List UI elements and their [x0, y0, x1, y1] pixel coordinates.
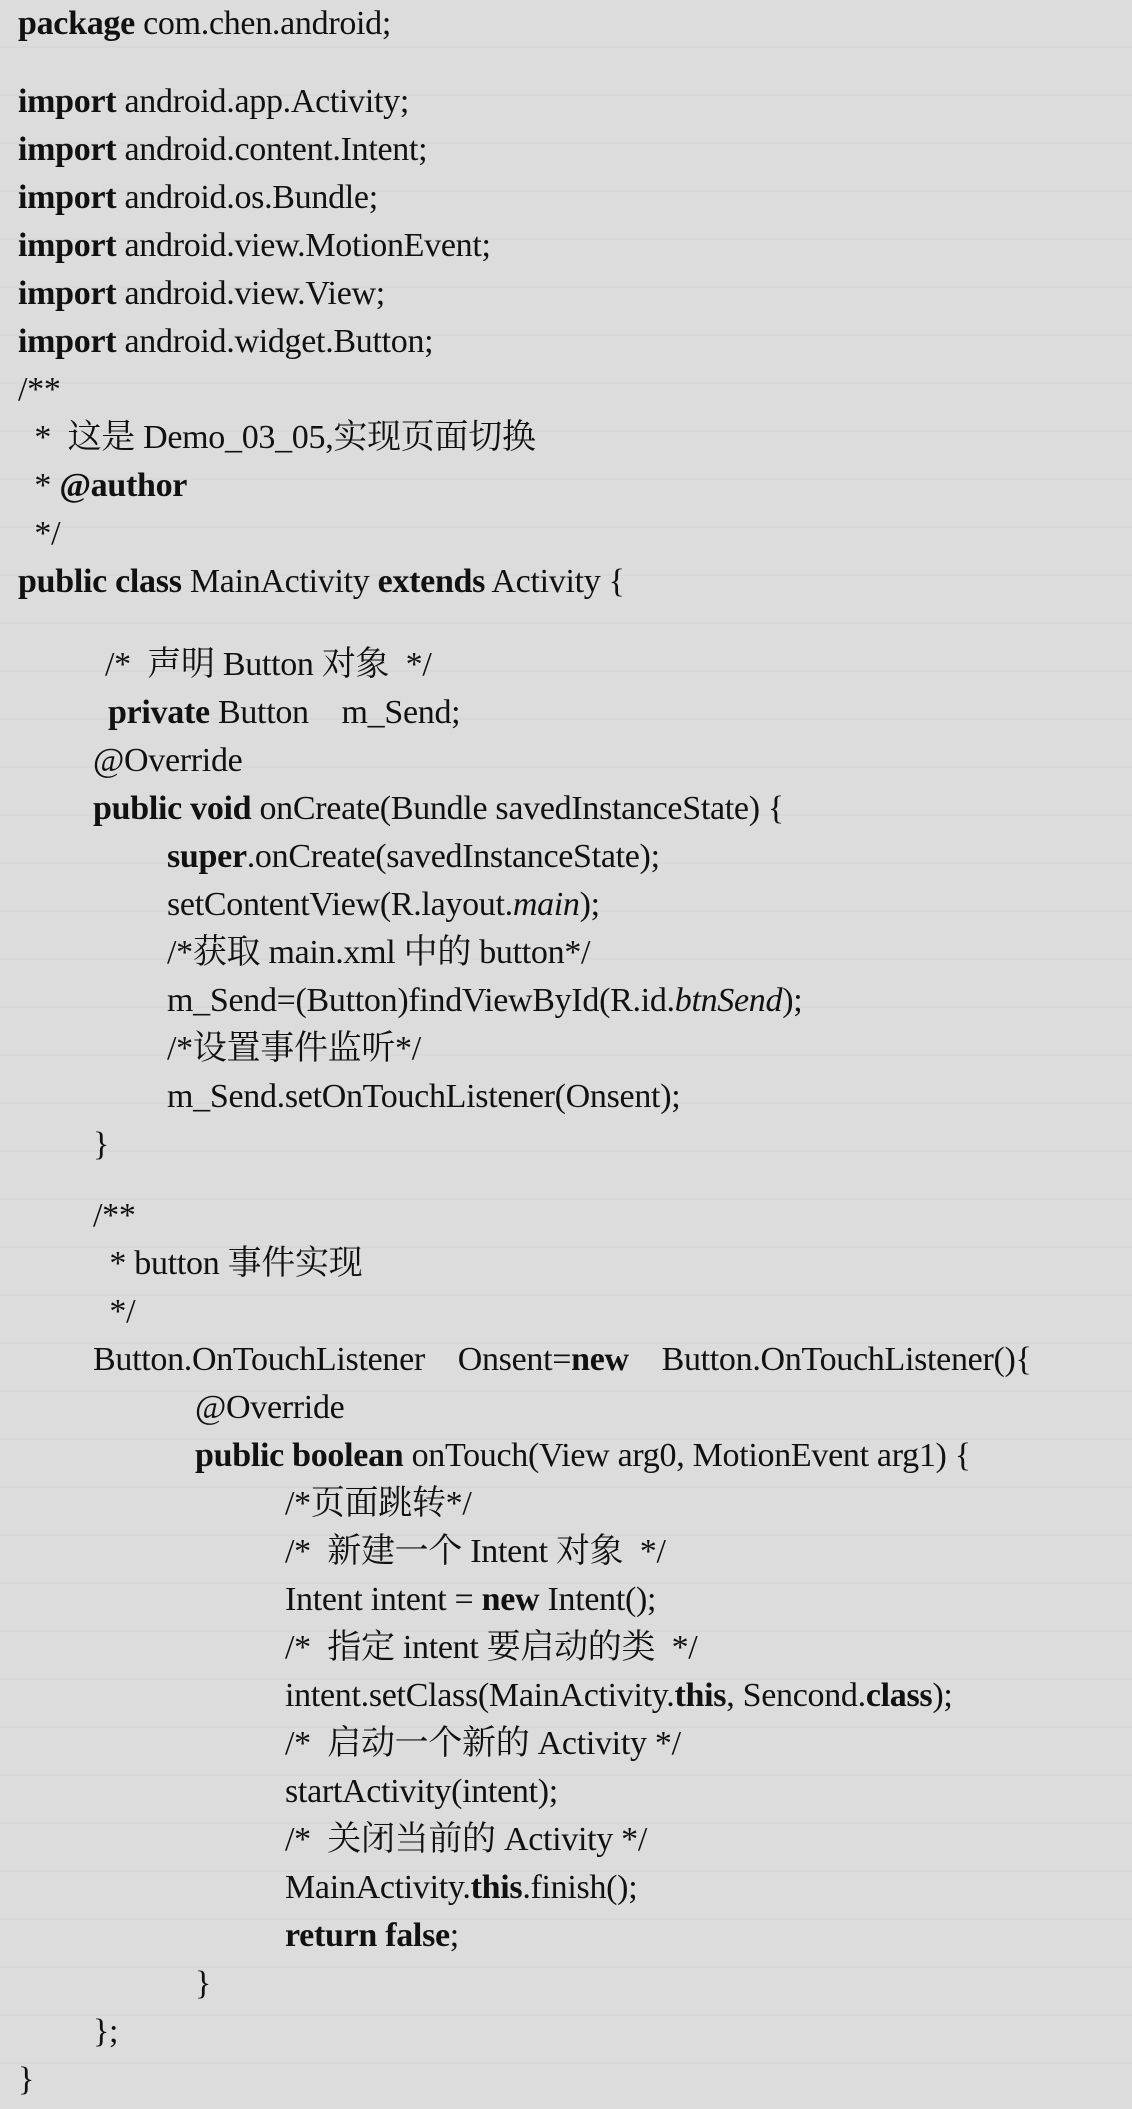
code-text: , Sencond. [726, 1677, 866, 1714]
code-line [93, 2008, 118, 2056]
code-text: android.view.View; [116, 275, 385, 312]
code-keyword: import [18, 323, 117, 360]
code-line [285, 1720, 681, 1768]
code-line [93, 1336, 1032, 1384]
code-keyword: this [470, 1869, 523, 1906]
code-text: onCreate(Bundle savedInstanceState) { [251, 790, 784, 827]
code-text: android.content.Intent; [116, 131, 428, 168]
code-text: * 这是 Demo_03_05,实现页面切换 [18, 419, 536, 456]
code-line [93, 1240, 362, 1288]
code-text: } [93, 1126, 110, 1163]
code-keyword: import [18, 227, 117, 264]
code-line [285, 1528, 666, 1576]
code-line [285, 1768, 558, 1816]
code-line [18, 126, 427, 174]
code-text: ); [579, 886, 600, 923]
code-text: /* 关闭当前的 Activity */ [285, 1821, 648, 1858]
code-text: intent.setClass(MainActivity. [285, 1677, 675, 1714]
code-text: * [18, 467, 60, 504]
code-text: startActivity(intent); [285, 1773, 558, 1810]
code-text: * button 事件实现 [93, 1245, 363, 1282]
code-line [93, 737, 242, 785]
code-italic-token: main [512, 886, 580, 923]
code-text: MainActivity. [285, 1869, 471, 1906]
code-keyword: boolean [292, 1437, 404, 1474]
code-line [93, 1121, 109, 1169]
code-text: android.view.MotionEvent; [116, 227, 491, 264]
code-line [285, 1864, 637, 1912]
code-text: android.os.Bundle; [116, 179, 378, 216]
code-text: /* 声明 Button 对象 */ [105, 646, 432, 683]
code-line [18, 510, 60, 558]
code-text: android.app.Activity; [116, 83, 410, 120]
code-keyword: import [18, 179, 117, 216]
code-line [93, 785, 784, 833]
code-text: ); [932, 1677, 953, 1714]
code-text: /** [93, 1197, 136, 1234]
code-line [18, 318, 433, 366]
code-text: .onCreate(savedInstanceState); [246, 838, 660, 875]
code-keyword: package [18, 5, 135, 42]
code-keyword: new [481, 1581, 540, 1618]
code-text: @Override [195, 1389, 345, 1426]
code-text: /* 新建一个 Intent 对象 */ [285, 1533, 666, 1570]
code-keyword: false [385, 1917, 450, 1954]
code-line [167, 1025, 421, 1073]
code-keyword: private [108, 694, 210, 731]
code-keyword: class [865, 1677, 933, 1714]
code-line [18, 222, 491, 270]
code-line [18, 270, 385, 318]
code-text: /* 启动一个新的 Activity */ [285, 1725, 681, 1762]
code-line [167, 833, 660, 881]
code-keyword: import [18, 131, 117, 168]
code-text: MainActivity [181, 563, 378, 600]
code-line [18, 414, 536, 462]
code-text: setContentView(R.layout. [167, 886, 513, 923]
code-text: Intent intent = [285, 1581, 482, 1618]
code-keyword: public [93, 790, 182, 827]
code-italic-token: btnSend [674, 982, 783, 1019]
code-text [182, 790, 190, 827]
code-text: }; [93, 2013, 119, 2050]
code-text [377, 1917, 385, 1954]
code-text: Intent(); [539, 1581, 657, 1618]
code-keyword: public [18, 563, 107, 600]
code-keyword: this [674, 1677, 727, 1714]
code-line [18, 2056, 34, 2104]
code-keyword: void [190, 790, 252, 827]
code-keyword: super [167, 838, 247, 875]
code-text: m_Send.setOnTouchListener(Onsent); [167, 1078, 681, 1115]
code-text: com.chen.android; [134, 5, 392, 42]
code-text: android.widget.Button; [116, 323, 434, 360]
code-text: Button m_Send; [209, 694, 461, 731]
code-keyword: new [571, 1341, 629, 1378]
code-text: /*页面跳转*/ [285, 1485, 472, 1522]
code-line [167, 977, 802, 1025]
code-line [18, 0, 391, 48]
code-line [285, 1816, 647, 1864]
code-keyword: import [18, 83, 117, 120]
code-text: Button.OnTouchListener(){ [628, 1341, 1032, 1378]
code-line [105, 641, 431, 689]
code-line [167, 929, 590, 977]
code-line [195, 1384, 344, 1432]
code-text: /*设置事件监听*/ [167, 1030, 421, 1067]
code-text [284, 1437, 292, 1474]
code-keyword: public [195, 1437, 284, 1474]
code-line [93, 1288, 135, 1336]
code-line [195, 1432, 971, 1480]
code-text: } [18, 2061, 35, 2098]
code-line [18, 558, 625, 606]
code-text [107, 563, 115, 600]
code-text: @Override [93, 742, 243, 779]
code-text: .finish(); [522, 1869, 638, 1906]
code-line [18, 462, 187, 510]
code-text: /** [18, 371, 61, 408]
code-text: /*获取 main.xml 中的 button*/ [167, 934, 591, 971]
code-text: /* 指定 intent 要启动的类 */ [285, 1629, 698, 1666]
code-line [285, 1480, 472, 1528]
code-text: */ [93, 1293, 136, 1330]
code-text: Button.OnTouchListener Onsent= [93, 1341, 572, 1378]
code-line [167, 881, 600, 929]
code-keyword: @author [59, 467, 188, 504]
code-keyword: extends [377, 563, 486, 600]
code-line [93, 1192, 136, 1240]
code-text: ; [449, 1917, 459, 1954]
code-line [285, 1576, 656, 1624]
code-keyword: return [285, 1917, 377, 1954]
code-line [18, 174, 378, 222]
code-line [285, 1672, 953, 1720]
code-keyword: class [115, 563, 182, 600]
code-line [285, 1624, 697, 1672]
code-text: } [195, 1965, 212, 2002]
code-text: ); [782, 982, 803, 1019]
code-text: */ [18, 515, 61, 552]
code-line [108, 689, 460, 737]
code-line [285, 1912, 459, 1960]
code-text: m_Send=(Button)findViewById(R.id. [167, 982, 675, 1019]
code-text: onTouch(View arg0, MotionEvent arg1) { [403, 1437, 971, 1474]
code-keyword: import [18, 275, 117, 312]
code-line [18, 366, 61, 414]
code-text: Activity { [485, 563, 625, 600]
code-line [195, 1960, 211, 2008]
code-line [167, 1073, 680, 1121]
code-line [18, 78, 409, 126]
